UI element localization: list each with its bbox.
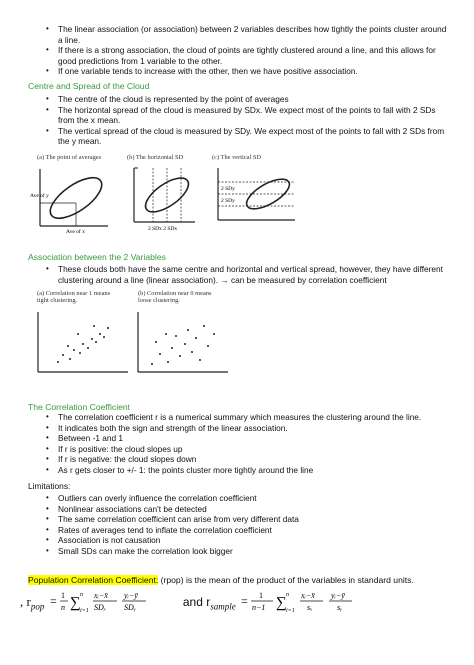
list-item: • These clouds both have the same centre and horizontal and vertical spread, however, they have different clustering around a line (linear association). → can be measured by correlation coefficient [28,264,448,285]
svg-text:=: = [49,594,57,608]
clustering-scatter-plots [30,306,230,378]
population-definition [28,575,414,585]
formula-sample-expression [239,588,379,618]
formula-sample-subscript: sample [210,601,236,612]
section-heading-centre: Centre and Spread of the Cloud [28,81,150,91]
formula-and: and r [182,594,211,609]
correlation-bullet-list [28,412,448,475]
svg-text:1: 1 [60,591,65,600]
scatter-tight [38,312,128,372]
diagram-vertical-sd [218,168,295,220]
population-text: (rpop) is the mean of the product of the variables in standard units. [158,575,414,585]
list-item: • The centre of the cloud is represented by the point of averages [28,94,448,105]
scatter-loose [138,312,228,372]
spread-diagrams [30,164,300,236]
list-item: • Rates of averages tend to inflate the correlation coefficient [28,525,448,536]
svg-text:i=1: i=1 [79,608,89,614]
list-item: • As r gets closer to +/- 1: the points cluster more tightly around the line [28,465,448,476]
centre-bullet-list [28,94,448,147]
list-item: • It indicates both the sign and strength of the linear association. [28,423,448,434]
svg-text:i=1: i=1 [285,608,295,614]
formula-pop-subscript: pop [30,601,45,612]
svg-text:n−1: n−1 [251,603,266,612]
svg-text:yᵢ−ȳ: yᵢ−ȳ [123,591,138,600]
limitations-bullet-list [28,493,448,556]
list-item: • The correlation coefficient r is a numerical summary which measures the clustering around the line. [28,412,448,423]
svg-text:=: = [240,594,248,608]
sd-y-label: 2 SDy [221,198,235,204]
figure-caption: (a) Correlation near 1 means tight clustering. [37,290,111,304]
svg-text:n: n [79,592,83,598]
ave-x-label: Ave of x [66,229,85,235]
population-label: Population Correlation Coefficient: [28,575,159,585]
figure-caption: (b) Correlation near 0 means loose clustering. [138,290,212,304]
section-heading-association: Association between the 2 Variables [28,252,166,262]
svg-text:1: 1 [258,591,263,600]
section-heading-correlation: The Correlation Coefficient [28,402,131,412]
sd-y-label: 2 SDy [221,186,235,192]
svg-text:SDᵧ: SDᵧ [123,603,136,612]
intro-bullet-list [28,24,448,77]
list-item: • Nonlinear associations can't be detected [28,504,448,515]
list-item: • Small SDs can make the correlation look bigger [28,546,448,557]
ave-y-label: Ave of y [30,193,49,199]
svg-text:xᵢ−x̄: xᵢ−x̄ [93,591,108,600]
figure-caption: (b) The horizontal SD [127,154,184,161]
svg-text:sₓ: sₓ [306,603,313,612]
figure-caption: (c) The vertical SD [212,154,262,161]
svg-text:n: n [285,592,289,598]
list-item: • Between -1 and 1 [28,433,448,444]
svg-text:∑: ∑ [275,595,287,611]
figure-caption: (a) The point of averages [37,154,102,161]
list-item: • The linear association (or association) between 2 variables describes how tightly the points cluster around a line. [28,24,448,45]
diagram-point-of-averages [30,169,108,235]
association-bullet-list [28,264,448,285]
list-item: • The vertical spread of the cloud is measured by SDy. We expect most of the points to fall with 2 SDs from the y mean. [28,126,448,147]
list-item: • If one variable tends to increase with the other, then we have positive association. [28,66,448,77]
list-item: • If there is a strong association, the cloud of points are tightly clustered around a line, and this allows for good predictions from 1 variable to the other. [28,45,448,66]
sd-x-label: 2 SDx 2 SDx [148,226,178,232]
list-item: • The horizontal spread of the cloud is measured by SDx. We expect most of the points to fall with 2 SDs from the x mean. [28,105,448,126]
svg-text:xᵢ−x̄: xᵢ−x̄ [300,591,315,600]
svg-text:n: n [60,603,65,612]
diagram-horizontal-sd [134,168,195,232]
svg-text:yᵢ−ȳ: yᵢ−ȳ [330,591,345,600]
svg-text:SDₓ: SDₓ [93,603,106,612]
list-item: • If r is negative: the cloud slopes down [28,454,448,465]
formula-pop-expression [48,588,180,618]
correlation-formula [20,588,379,618]
list-item: • Association is not causation [28,535,448,546]
list-item: • Outliers can overly influence the correlation coefficient [28,493,448,504]
svg-text:∑: ∑ [69,595,81,611]
list-item: • If r is positive: the cloud slopes up [28,444,448,455]
formula-lead: , r [20,593,31,609]
limitations-label: Limitations: [28,481,71,491]
svg-text:sᵧ: sᵧ [336,603,342,612]
list-item: • The same correlation coefficient can arise from very different data [28,514,448,525]
